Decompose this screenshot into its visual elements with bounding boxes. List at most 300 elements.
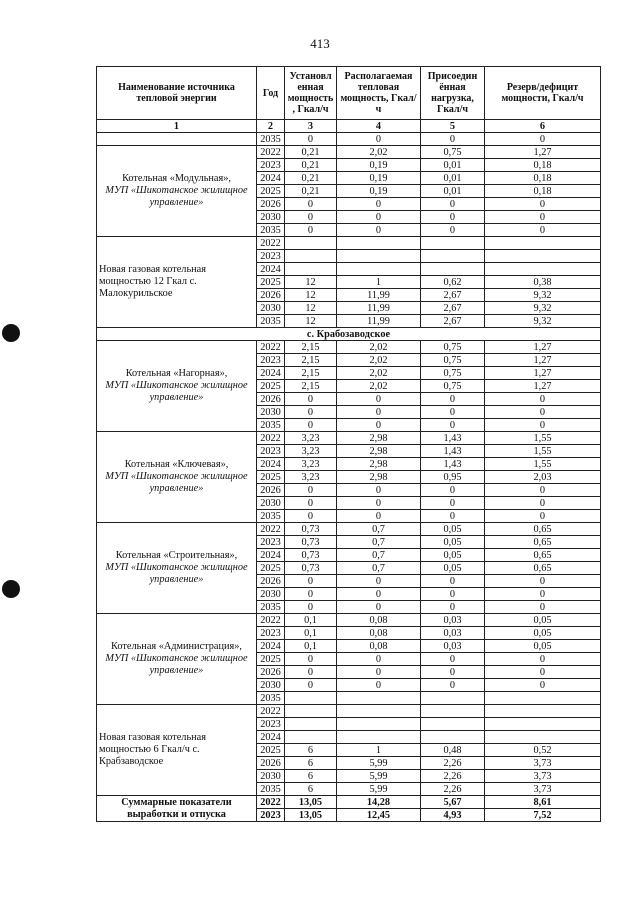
installed-cell	[285, 718, 337, 731]
available-cell: 2,02	[337, 367, 421, 380]
year-cell: 2035	[257, 783, 285, 796]
installed-cell	[285, 731, 337, 744]
source-name: Новая газовая котельная мощностью 6 Гкал/ч с. Крабзаводское	[99, 732, 206, 767]
column-number: 3	[285, 120, 337, 133]
source-name-cell	[97, 237, 257, 328]
reserve-cell: 7,52	[485, 809, 601, 822]
installed-cell	[285, 705, 337, 718]
year-cell: 2023	[257, 445, 285, 458]
year-cell: 2026	[257, 575, 285, 588]
connected-cell: 4,93	[421, 809, 485, 822]
source-name-cell	[97, 432, 257, 523]
reserve-cell: 0,18	[485, 172, 601, 185]
year-cell: 2022	[257, 146, 285, 159]
year-cell: 2023	[257, 718, 285, 731]
year-cell: 2035	[257, 133, 285, 146]
year-cell: 2025	[257, 471, 285, 484]
connected-cell: 0	[421, 601, 485, 614]
table-row	[97, 237, 601, 250]
reserve-cell	[485, 250, 601, 263]
header-connected: Присоедин ённая нагрузка, Гкал/ч	[421, 67, 485, 120]
connected-cell: 0	[421, 224, 485, 237]
table-row	[97, 523, 601, 536]
connected-cell: 0	[421, 133, 485, 146]
connected-cell: 0	[421, 484, 485, 497]
connected-cell: 0	[421, 393, 485, 406]
year-cell: 2030	[257, 302, 285, 315]
installed-cell: 0	[285, 497, 337, 510]
reserve-cell: 0	[485, 497, 601, 510]
table-row	[97, 133, 601, 146]
installed-cell: 12	[285, 302, 337, 315]
totals-name: Суммарные показатели выработки и отпуска	[97, 796, 257, 822]
year-cell: 2025	[257, 185, 285, 198]
year-cell: 2022	[257, 796, 285, 809]
connected-cell: 0,05	[421, 523, 485, 536]
available-cell: 0	[337, 575, 421, 588]
connected-cell: 0,75	[421, 354, 485, 367]
reserve-cell: 0,65	[485, 536, 601, 549]
installed-cell: 0	[285, 601, 337, 614]
year-cell: 2022	[257, 341, 285, 354]
available-cell: 2,02	[337, 146, 421, 159]
header-row	[97, 67, 601, 120]
year-cell: 2026	[257, 289, 285, 302]
installed-cell: 3,23	[285, 471, 337, 484]
available-cell: 0	[337, 133, 421, 146]
installed-cell: 12	[285, 315, 337, 328]
connected-cell: 0	[421, 406, 485, 419]
reserve-cell: 1,27	[485, 146, 601, 159]
available-cell: 0	[337, 510, 421, 523]
available-cell: 0	[337, 679, 421, 692]
available-cell	[337, 692, 421, 705]
header-reserve: Резерв/дефицит мощности, Гкал/ч	[485, 67, 601, 120]
reserve-cell	[485, 237, 601, 250]
available-cell	[337, 250, 421, 263]
installed-cell	[285, 237, 337, 250]
installed-cell: 0,21	[285, 159, 337, 172]
available-cell	[337, 263, 421, 276]
available-cell: 2,02	[337, 354, 421, 367]
connected-cell: 0,01	[421, 172, 485, 185]
installed-cell: 0	[285, 198, 337, 211]
source-name-cell	[97, 146, 257, 237]
available-cell: 12,45	[337, 809, 421, 822]
available-cell	[337, 731, 421, 744]
available-cell: 0,19	[337, 185, 421, 198]
connected-cell: 0	[421, 575, 485, 588]
installed-cell: 0	[285, 653, 337, 666]
installed-cell: 0,21	[285, 146, 337, 159]
source-name-cell	[97, 341, 257, 432]
table-row	[97, 341, 601, 354]
connected-cell: 0	[421, 679, 485, 692]
connected-cell: 0	[421, 510, 485, 523]
available-cell: 2,98	[337, 471, 421, 484]
header-installed: Установл енная мощность , Гкал/ч	[285, 67, 337, 120]
table-row	[97, 705, 601, 718]
year-cell: 2026	[257, 393, 285, 406]
totals-row	[97, 796, 601, 809]
available-cell: 0,7	[337, 536, 421, 549]
reserve-cell: 0,38	[485, 276, 601, 289]
connected-cell: 0,75	[421, 367, 485, 380]
installed-cell	[285, 263, 337, 276]
year-cell: 2022	[257, 523, 285, 536]
available-cell: 0	[337, 419, 421, 432]
reserve-cell: 9,32	[485, 302, 601, 315]
section-title: с. Крабозаводское	[97, 328, 601, 341]
available-cell	[337, 237, 421, 250]
year-cell: 2026	[257, 757, 285, 770]
connected-cell: 0,03	[421, 627, 485, 640]
header-available: Располагаемая тепловая мощность, Гкал/ч	[337, 67, 421, 120]
installed-cell: 0	[285, 575, 337, 588]
reserve-cell: 3,73	[485, 757, 601, 770]
year-cell: 2030	[257, 679, 285, 692]
connected-cell	[421, 692, 485, 705]
connected-cell: 0	[421, 211, 485, 224]
connected-cell: 0,01	[421, 159, 485, 172]
available-cell: 5,99	[337, 757, 421, 770]
year-cell: 2030	[257, 770, 285, 783]
source-name: Котельная «Модульная»,	[122, 173, 231, 184]
punch-hole-mark	[2, 324, 20, 342]
connected-cell: 2,67	[421, 302, 485, 315]
connected-cell: 0,75	[421, 380, 485, 393]
installed-cell: 6	[285, 757, 337, 770]
year-cell: 2025	[257, 653, 285, 666]
available-cell: 0,7	[337, 549, 421, 562]
year-cell: 2024	[257, 172, 285, 185]
installed-cell: 3,23	[285, 432, 337, 445]
installed-cell: 0,73	[285, 562, 337, 575]
source-organization: МУП «Шикотанское жилищное управление»	[105, 380, 248, 403]
reserve-cell: 0,05	[485, 614, 601, 627]
connected-cell	[421, 731, 485, 744]
connected-cell: 1,43	[421, 432, 485, 445]
available-cell: 0,7	[337, 523, 421, 536]
reserve-cell	[485, 705, 601, 718]
connected-cell: 0,03	[421, 640, 485, 653]
reserve-cell: 3,73	[485, 783, 601, 796]
installed-cell: 0,1	[285, 614, 337, 627]
installed-cell: 6	[285, 783, 337, 796]
connected-cell	[421, 705, 485, 718]
source-organization: МУП «Шикотанское жилищное управление»	[105, 185, 248, 208]
connected-cell: 0	[421, 419, 485, 432]
reserve-cell: 0,05	[485, 640, 601, 653]
connected-cell: 2,67	[421, 315, 485, 328]
year-cell: 2023	[257, 159, 285, 172]
punch-hole-mark	[2, 580, 20, 598]
reserve-cell: 1,27	[485, 354, 601, 367]
reserve-cell: 0	[485, 133, 601, 146]
available-cell: 0,19	[337, 159, 421, 172]
installed-cell: 0	[285, 224, 337, 237]
available-cell: 0,08	[337, 614, 421, 627]
year-cell: 2024	[257, 640, 285, 653]
connected-cell: 2,67	[421, 289, 485, 302]
table-row	[97, 614, 601, 627]
column-number: 6	[485, 120, 601, 133]
source-name: Котельная «Строительная»,	[115, 550, 238, 561]
installed-cell: 0,73	[285, 549, 337, 562]
available-cell: 5,99	[337, 770, 421, 783]
available-cell: 2,02	[337, 380, 421, 393]
reserve-cell: 0	[485, 198, 601, 211]
year-cell: 2024	[257, 263, 285, 276]
reserve-cell: 0,65	[485, 549, 601, 562]
reserve-cell: 0,18	[485, 185, 601, 198]
year-cell: 2023	[257, 250, 285, 263]
heat-capacity-table	[96, 66, 601, 822]
reserve-cell: 0	[485, 653, 601, 666]
year-cell: 2030	[257, 497, 285, 510]
available-cell: 0	[337, 588, 421, 601]
column-number: 4	[337, 120, 421, 133]
installed-cell: 12	[285, 289, 337, 302]
connected-cell: 2,26	[421, 770, 485, 783]
available-cell	[337, 718, 421, 731]
connected-cell: 5,67	[421, 796, 485, 809]
installed-cell: 0,1	[285, 627, 337, 640]
header-name: Наименование источника тепловой энергии	[97, 67, 257, 120]
available-cell	[337, 705, 421, 718]
installed-cell: 0	[285, 419, 337, 432]
reserve-cell: 0,18	[485, 159, 601, 172]
year-cell: 2025	[257, 276, 285, 289]
year-cell: 2026	[257, 484, 285, 497]
header-year: Год	[257, 67, 285, 120]
installed-cell: 2,15	[285, 367, 337, 380]
connected-cell: 0,75	[421, 146, 485, 159]
year-cell: 2024	[257, 367, 285, 380]
installed-cell: 2,15	[285, 380, 337, 393]
connected-cell: 0,05	[421, 549, 485, 562]
empty-name-cell	[97, 133, 257, 146]
reserve-cell	[485, 263, 601, 276]
reserve-cell: 0	[485, 224, 601, 237]
reserve-cell: 0,65	[485, 523, 601, 536]
available-cell: 11,99	[337, 289, 421, 302]
installed-cell: 6	[285, 770, 337, 783]
reserve-cell: 9,32	[485, 289, 601, 302]
available-cell: 2,98	[337, 432, 421, 445]
source-name: Новая газовая котельная мощностью 12 Гкал с. Малокурильское	[99, 264, 206, 299]
available-cell: 0	[337, 601, 421, 614]
available-cell: 1	[337, 744, 421, 757]
installed-cell	[285, 692, 337, 705]
installed-cell: 3,23	[285, 458, 337, 471]
source-organization: МУП «Шикотанское жилищное управление»	[105, 653, 248, 676]
installed-cell: 3,23	[285, 445, 337, 458]
table-row	[97, 432, 601, 445]
connected-cell: 0	[421, 666, 485, 679]
source-name-cell	[97, 705, 257, 796]
year-cell: 2022	[257, 237, 285, 250]
installed-cell: 12	[285, 276, 337, 289]
installed-cell: 0	[285, 679, 337, 692]
year-cell: 2025	[257, 744, 285, 757]
year-cell: 2030	[257, 211, 285, 224]
available-cell: 0,08	[337, 627, 421, 640]
installed-cell: 2,15	[285, 354, 337, 367]
year-cell: 2023	[257, 536, 285, 549]
source-name: Котельная «Ключевая»,	[124, 459, 229, 470]
source-name: Котельная «Нагорная»,	[125, 368, 228, 379]
year-cell: 2035	[257, 601, 285, 614]
available-cell: 0	[337, 484, 421, 497]
available-cell: 0	[337, 224, 421, 237]
year-cell: 2023	[257, 627, 285, 640]
available-cell: 11,99	[337, 315, 421, 328]
connected-cell: 0,48	[421, 744, 485, 757]
connected-cell: 0	[421, 198, 485, 211]
reserve-cell: 1,55	[485, 432, 601, 445]
section-row	[97, 328, 601, 341]
year-cell: 2022	[257, 614, 285, 627]
reserve-cell: 0	[485, 484, 601, 497]
available-cell: 0	[337, 198, 421, 211]
year-cell: 2035	[257, 510, 285, 523]
connected-cell	[421, 237, 485, 250]
reserve-cell	[485, 692, 601, 705]
installed-cell: 6	[285, 744, 337, 757]
installed-cell: 0	[285, 666, 337, 679]
year-cell: 2035	[257, 692, 285, 705]
year-cell: 2022	[257, 705, 285, 718]
year-cell: 2022	[257, 432, 285, 445]
year-cell: 2025	[257, 380, 285, 393]
connected-cell: 0	[421, 497, 485, 510]
available-cell: 0	[337, 393, 421, 406]
source-name: Котельная «Администрация»,	[111, 641, 242, 652]
year-cell: 2035	[257, 419, 285, 432]
available-cell: 1	[337, 276, 421, 289]
reserve-cell: 1,27	[485, 367, 601, 380]
reserve-cell: 1,55	[485, 458, 601, 471]
source-organization: МУП «Шикотанское жилищное управление»	[105, 471, 248, 494]
year-cell: 2030	[257, 406, 285, 419]
reserve-cell: 0,05	[485, 627, 601, 640]
available-cell: 0	[337, 497, 421, 510]
installed-cell: 0,1	[285, 640, 337, 653]
connected-cell: 0,75	[421, 341, 485, 354]
available-cell: 2,98	[337, 458, 421, 471]
installed-cell	[285, 250, 337, 263]
reserve-cell: 3,73	[485, 770, 601, 783]
installed-cell: 0,73	[285, 536, 337, 549]
reserve-cell: 0,65	[485, 562, 601, 575]
connected-cell: 0,62	[421, 276, 485, 289]
reserve-cell	[485, 731, 601, 744]
installed-cell: 0	[285, 510, 337, 523]
reserve-cell	[485, 718, 601, 731]
connected-cell: 0,03	[421, 614, 485, 627]
reserve-cell: 0	[485, 419, 601, 432]
connected-cell	[421, 263, 485, 276]
year-cell: 2025	[257, 562, 285, 575]
table-row	[97, 146, 601, 159]
connected-cell: 0,05	[421, 536, 485, 549]
installed-cell: 0	[285, 133, 337, 146]
installed-cell: 0	[285, 393, 337, 406]
source-name-cell	[97, 523, 257, 614]
available-cell: 2,98	[337, 445, 421, 458]
installed-cell: 13,05	[285, 809, 337, 822]
reserve-cell: 0	[485, 211, 601, 224]
reserve-cell: 0	[485, 666, 601, 679]
year-cell: 2030	[257, 588, 285, 601]
installed-cell: 0	[285, 211, 337, 224]
available-cell: 0	[337, 653, 421, 666]
installed-cell: 0,73	[285, 523, 337, 536]
reserve-cell: 1,27	[485, 341, 601, 354]
available-cell: 0	[337, 666, 421, 679]
reserve-cell: 0	[485, 575, 601, 588]
year-cell: 2024	[257, 549, 285, 562]
installed-cell: 2,15	[285, 341, 337, 354]
available-cell: 11,99	[337, 302, 421, 315]
source-name-cell	[97, 614, 257, 705]
reserve-cell: 8,61	[485, 796, 601, 809]
connected-cell: 1,43	[421, 458, 485, 471]
connected-cell: 0,01	[421, 185, 485, 198]
available-cell: 0,7	[337, 562, 421, 575]
available-cell: 0,08	[337, 640, 421, 653]
available-cell: 5,99	[337, 783, 421, 796]
reserve-cell: 0,52	[485, 744, 601, 757]
installed-cell: 0	[285, 406, 337, 419]
reserve-cell: 1,55	[485, 445, 601, 458]
installed-cell: 0	[285, 484, 337, 497]
column-number-row	[97, 120, 601, 133]
year-cell: 2026	[257, 666, 285, 679]
column-number: 1	[97, 120, 257, 133]
available-cell: 0	[337, 406, 421, 419]
year-cell: 2035	[257, 315, 285, 328]
installed-cell: 0	[285, 588, 337, 601]
reserve-cell: 0	[485, 406, 601, 419]
reserve-cell: 0	[485, 510, 601, 523]
column-number: 5	[421, 120, 485, 133]
reserve-cell: 0	[485, 588, 601, 601]
available-cell: 0,19	[337, 172, 421, 185]
reserve-cell: 0	[485, 679, 601, 692]
reserve-cell: 0	[485, 393, 601, 406]
available-cell: 0	[337, 211, 421, 224]
installed-cell: 0,21	[285, 185, 337, 198]
reserve-cell: 0	[485, 601, 601, 614]
year-cell: 2026	[257, 198, 285, 211]
year-cell: 2023	[257, 354, 285, 367]
connected-cell	[421, 250, 485, 263]
connected-cell: 0	[421, 653, 485, 666]
reserve-cell: 1,27	[485, 380, 601, 393]
available-cell: 14,28	[337, 796, 421, 809]
available-cell: 2,02	[337, 341, 421, 354]
connected-cell: 0	[421, 588, 485, 601]
connected-cell: 0,95	[421, 471, 485, 484]
installed-cell: 13,05	[285, 796, 337, 809]
year-cell: 2024	[257, 458, 285, 471]
connected-cell	[421, 718, 485, 731]
connected-cell: 2,26	[421, 783, 485, 796]
page-number: 413	[310, 36, 330, 51]
reserve-cell: 2,03	[485, 471, 601, 484]
